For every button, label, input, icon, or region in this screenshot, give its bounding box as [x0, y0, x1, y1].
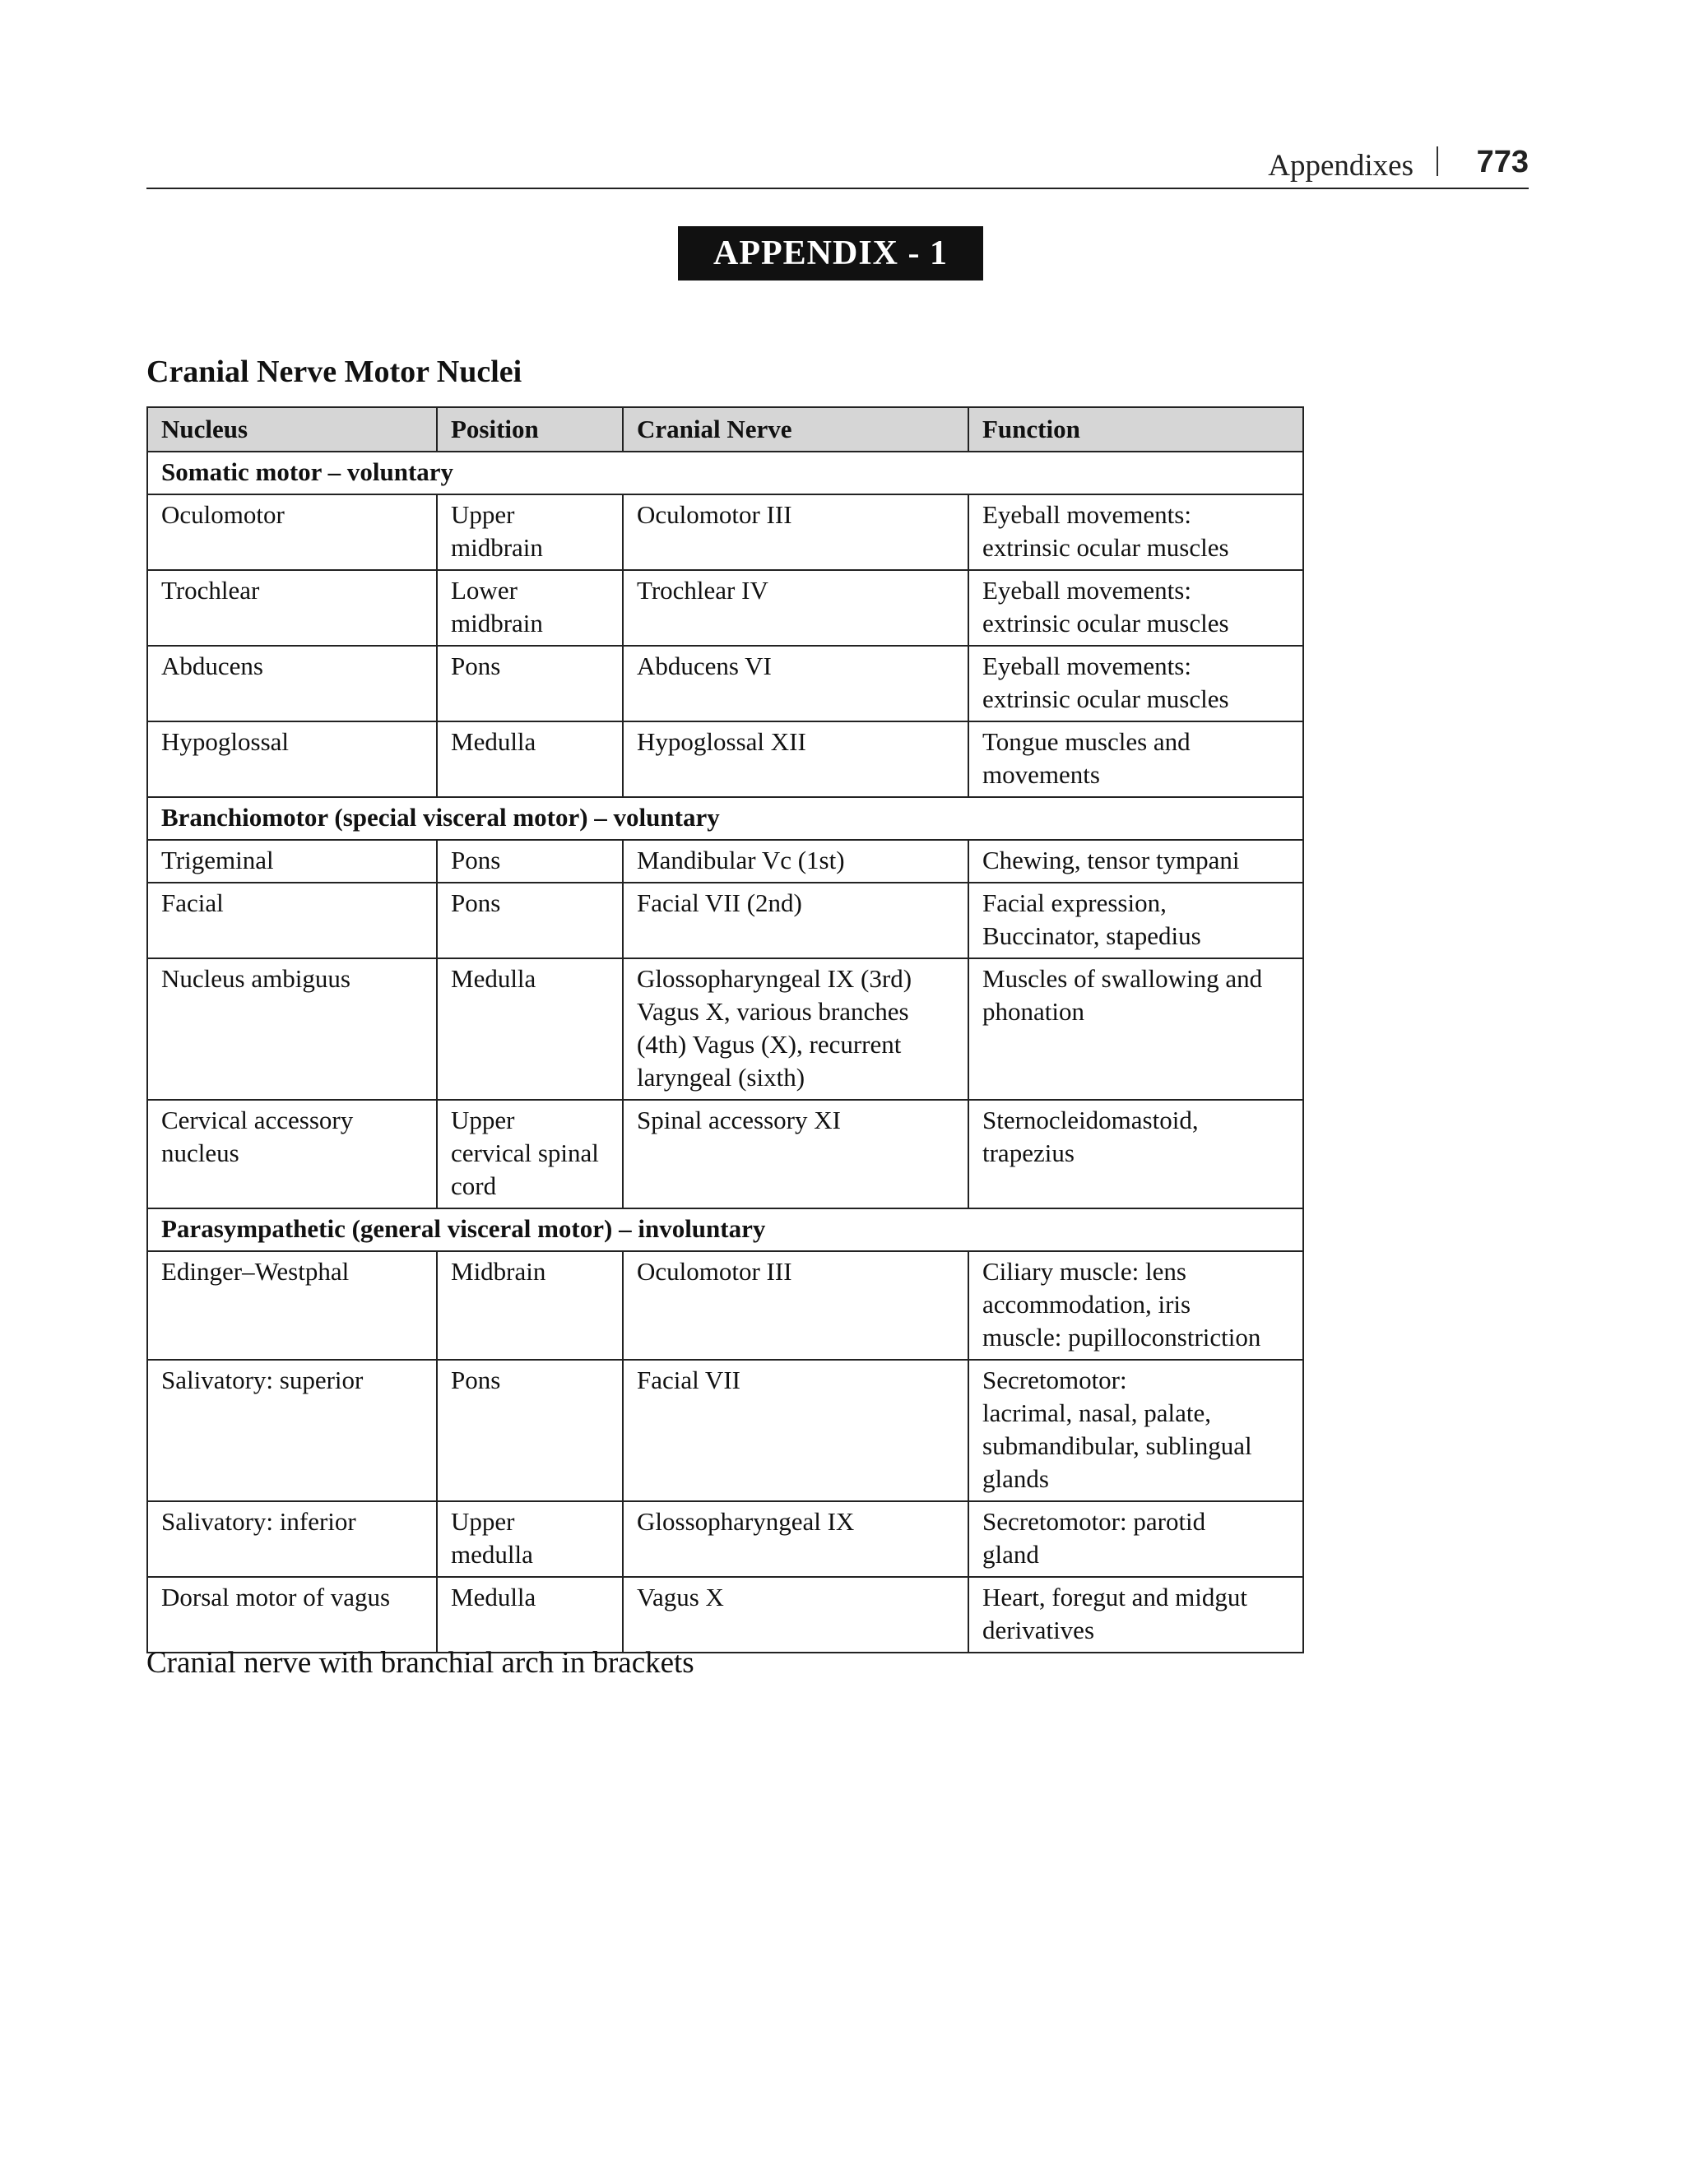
cell-text-line: midbrain — [451, 609, 543, 638]
cell-text-line: Salivatory: inferior — [161, 1507, 356, 1536]
cell-text-line: Hypoglossal — [161, 727, 289, 756]
table-row — [147, 958, 1303, 1100]
table-cell — [437, 1100, 623, 1208]
cell-text-line: Secretomotor: — [982, 1366, 1127, 1394]
table-cell — [968, 721, 1303, 797]
cell-text-line: Abducens — [161, 651, 263, 680]
cell-text-line: Tongue muscles and — [982, 727, 1191, 756]
running-head-section: Appendixes — [1268, 149, 1413, 183]
cell-text-line: glands — [982, 1464, 1049, 1493]
cell-text-line: Mandibular Vc (1st) — [637, 846, 845, 874]
table-cell — [147, 721, 437, 797]
cell-text-line: Pons — [451, 651, 501, 680]
table-cell — [437, 1251, 623, 1360]
table-cell — [968, 1360, 1303, 1501]
cell-text-line: trapezius — [982, 1138, 1075, 1167]
group-header-row — [147, 452, 1303, 494]
cell-text-line: Vagus X — [637, 1583, 724, 1611]
table-title: Cranial Nerve Motor Nuclei — [146, 355, 522, 389]
table-row — [147, 1577, 1303, 1653]
table-cell — [437, 883, 623, 958]
table-cell — [437, 494, 623, 570]
group-header-row — [147, 797, 1303, 840]
table-cell — [147, 958, 437, 1100]
column-header: Function — [968, 407, 1303, 452]
cell-text-line: accommodation, iris — [982, 1290, 1191, 1319]
table-cell — [147, 494, 437, 570]
cell-text-line: muscle: pupilloconstriction — [982, 1323, 1261, 1352]
table-cell — [147, 570, 437, 646]
table-row — [147, 883, 1303, 958]
cell-text-line: gland — [982, 1540, 1039, 1569]
cell-text-line: movements — [982, 760, 1100, 789]
cell-text-line: Upper — [451, 500, 515, 529]
cell-text-line: Facial VII (2nd) — [637, 888, 802, 917]
cell-text-line: Medulla — [451, 727, 536, 756]
table-cell — [968, 646, 1303, 721]
cell-text-line: Nucleus ambiguus — [161, 964, 350, 993]
table-row — [147, 1360, 1303, 1501]
cell-text-line: Pons — [451, 846, 501, 874]
table-cell — [623, 1501, 968, 1577]
table-cell — [968, 1501, 1303, 1577]
table-row — [147, 721, 1303, 797]
table-row — [147, 646, 1303, 721]
table-cell — [437, 1577, 623, 1653]
group-header-row — [147, 1208, 1303, 1251]
cell-text-line: Vagus X, various branches — [637, 997, 909, 1026]
running-head — [146, 140, 1529, 189]
table-cell — [968, 1251, 1303, 1360]
table-row — [147, 494, 1303, 570]
cell-text-line: Buccinator, stapedius — [982, 921, 1201, 950]
cell-text-line: lacrimal, nasal, palate, — [982, 1398, 1212, 1427]
cell-text-line: Trochlear IV — [637, 576, 768, 605]
table-cell — [437, 721, 623, 797]
cell-text-line: cord — [451, 1171, 497, 1200]
column-header: Cranial Nerve — [623, 407, 968, 452]
group-title: Parasympathetic (general visceral motor) – involuntary — [147, 1208, 1303, 1251]
cell-text-line: Eyeball movements: — [982, 576, 1191, 605]
table-cell — [623, 1100, 968, 1208]
table-cell — [147, 1100, 437, 1208]
cell-text-line: cervical spinal — [451, 1138, 599, 1167]
cell-text-line: Salivatory: superior — [161, 1366, 364, 1394]
cell-text-line: midbrain — [451, 533, 543, 562]
cell-text-line: Oculomotor — [161, 500, 285, 529]
cell-text-line: Glossopharyngeal IX (3rd) — [637, 964, 912, 993]
table-row — [147, 570, 1303, 646]
table-body — [147, 452, 1303, 1653]
table-cell — [968, 1577, 1303, 1653]
cell-text-line: Edinger–Westphal — [161, 1257, 350, 1286]
table-cell — [437, 1501, 623, 1577]
cell-text-line: Eyeball movements: — [982, 651, 1191, 680]
table-cell — [147, 840, 437, 883]
table-cell — [437, 840, 623, 883]
cell-text-line: Trochlear — [161, 576, 260, 605]
cell-text-line: Pons — [451, 1366, 501, 1394]
table-cell — [623, 494, 968, 570]
table-cell — [623, 721, 968, 797]
table-row — [147, 1501, 1303, 1577]
table-row — [147, 1251, 1303, 1360]
table-cell — [968, 840, 1303, 883]
cell-text-line: Medulla — [451, 964, 536, 993]
table-cell — [968, 958, 1303, 1100]
cell-text-line: Dorsal motor of vagus — [161, 1583, 391, 1611]
cell-text-line: Trigeminal — [161, 846, 274, 874]
cell-text-line: Lower — [451, 576, 518, 605]
cell-text-line: nucleus — [161, 1138, 239, 1167]
cell-text-line: Sternocleidomastoid, — [982, 1106, 1199, 1134]
cell-text-line: Midbrain — [451, 1257, 546, 1286]
cell-text-line: Upper — [451, 1507, 515, 1536]
cell-text-line: Pons — [451, 888, 501, 917]
table-cell — [437, 1360, 623, 1501]
cell-text-line: Hypoglossal XII — [637, 727, 806, 756]
cell-text-line: extrinsic ocular muscles — [982, 533, 1229, 562]
table-row — [147, 1100, 1303, 1208]
table-cell — [623, 1251, 968, 1360]
table-cell — [437, 958, 623, 1100]
cell-text-line: Upper — [451, 1106, 515, 1134]
cell-text-line: Cervical accessory — [161, 1106, 354, 1134]
cell-text-line: medulla — [451, 1540, 533, 1569]
cell-text-line: Spinal accessory XI — [637, 1106, 841, 1134]
cell-text-line: Chewing, tensor tympani — [982, 846, 1240, 874]
cell-text-line: extrinsic ocular muscles — [982, 684, 1229, 713]
table-cell — [147, 646, 437, 721]
cell-text-line: Medulla — [451, 1583, 536, 1611]
cell-text-line: Facial expression, — [982, 888, 1167, 917]
cell-text-line: Oculomotor III — [637, 1257, 792, 1286]
appendix-banner: APPENDIX - 1 — [678, 226, 983, 281]
cell-text-line: phonation — [982, 997, 1084, 1026]
running-head-divider — [1437, 146, 1438, 176]
table-cell — [147, 883, 437, 958]
cell-text-line: derivatives — [982, 1616, 1095, 1644]
cell-text-line: Glossopharyngeal IX — [637, 1507, 855, 1536]
page-number: 773 — [1476, 145, 1529, 179]
group-title: Somatic motor – voluntary — [147, 452, 1303, 494]
table-cell — [147, 1251, 437, 1360]
cell-text-line: (4th) Vagus (X), recurrent — [637, 1030, 902, 1059]
table-cell — [968, 570, 1303, 646]
cell-text-line: laryngeal (sixth) — [637, 1063, 805, 1092]
table-cell — [623, 1577, 968, 1653]
table-cell — [147, 1360, 437, 1501]
table-cell — [147, 1577, 437, 1653]
table-cell — [623, 646, 968, 721]
cell-text-line: Muscles of swallowing and — [982, 964, 1263, 993]
cell-text-line: Oculomotor III — [637, 500, 792, 529]
cell-text-line: Facial VII — [637, 1366, 740, 1394]
cranial-nerve-nuclei-table — [146, 406, 1304, 1653]
table-cell — [623, 958, 968, 1100]
cell-text-line: Ciliary muscle: lens — [982, 1257, 1186, 1286]
table-cell — [623, 1360, 968, 1501]
column-header: Position — [437, 407, 623, 452]
group-title: Branchiomotor (special visceral motor) – voluntary — [147, 797, 1303, 840]
cell-text-line: Abducens VI — [637, 651, 772, 680]
table-cell — [437, 570, 623, 646]
table-cell — [147, 1501, 437, 1577]
table-cell — [968, 1100, 1303, 1208]
table-cell — [623, 570, 968, 646]
table-cell — [623, 883, 968, 958]
table-cell — [968, 883, 1303, 958]
table-cell — [437, 646, 623, 721]
table-row — [147, 840, 1303, 883]
column-header: Nucleus — [147, 407, 437, 452]
cell-text-line: Facial — [161, 888, 224, 917]
table-caption: Cranial nerve with branchial arch in brackets — [146, 1646, 694, 1680]
cell-text-line: extrinsic ocular muscles — [982, 609, 1229, 638]
cell-text-line: Heart, foregut and midgut — [982, 1583, 1247, 1611]
cell-text-line: Eyeball movements: — [982, 500, 1191, 529]
table-header-row — [147, 407, 1303, 452]
cell-text-line: Secretomotor: parotid — [982, 1507, 1206, 1536]
table-cell — [968, 494, 1303, 570]
table-cell — [623, 840, 968, 883]
cell-text-line: submandibular, sublingual — [982, 1431, 1252, 1460]
